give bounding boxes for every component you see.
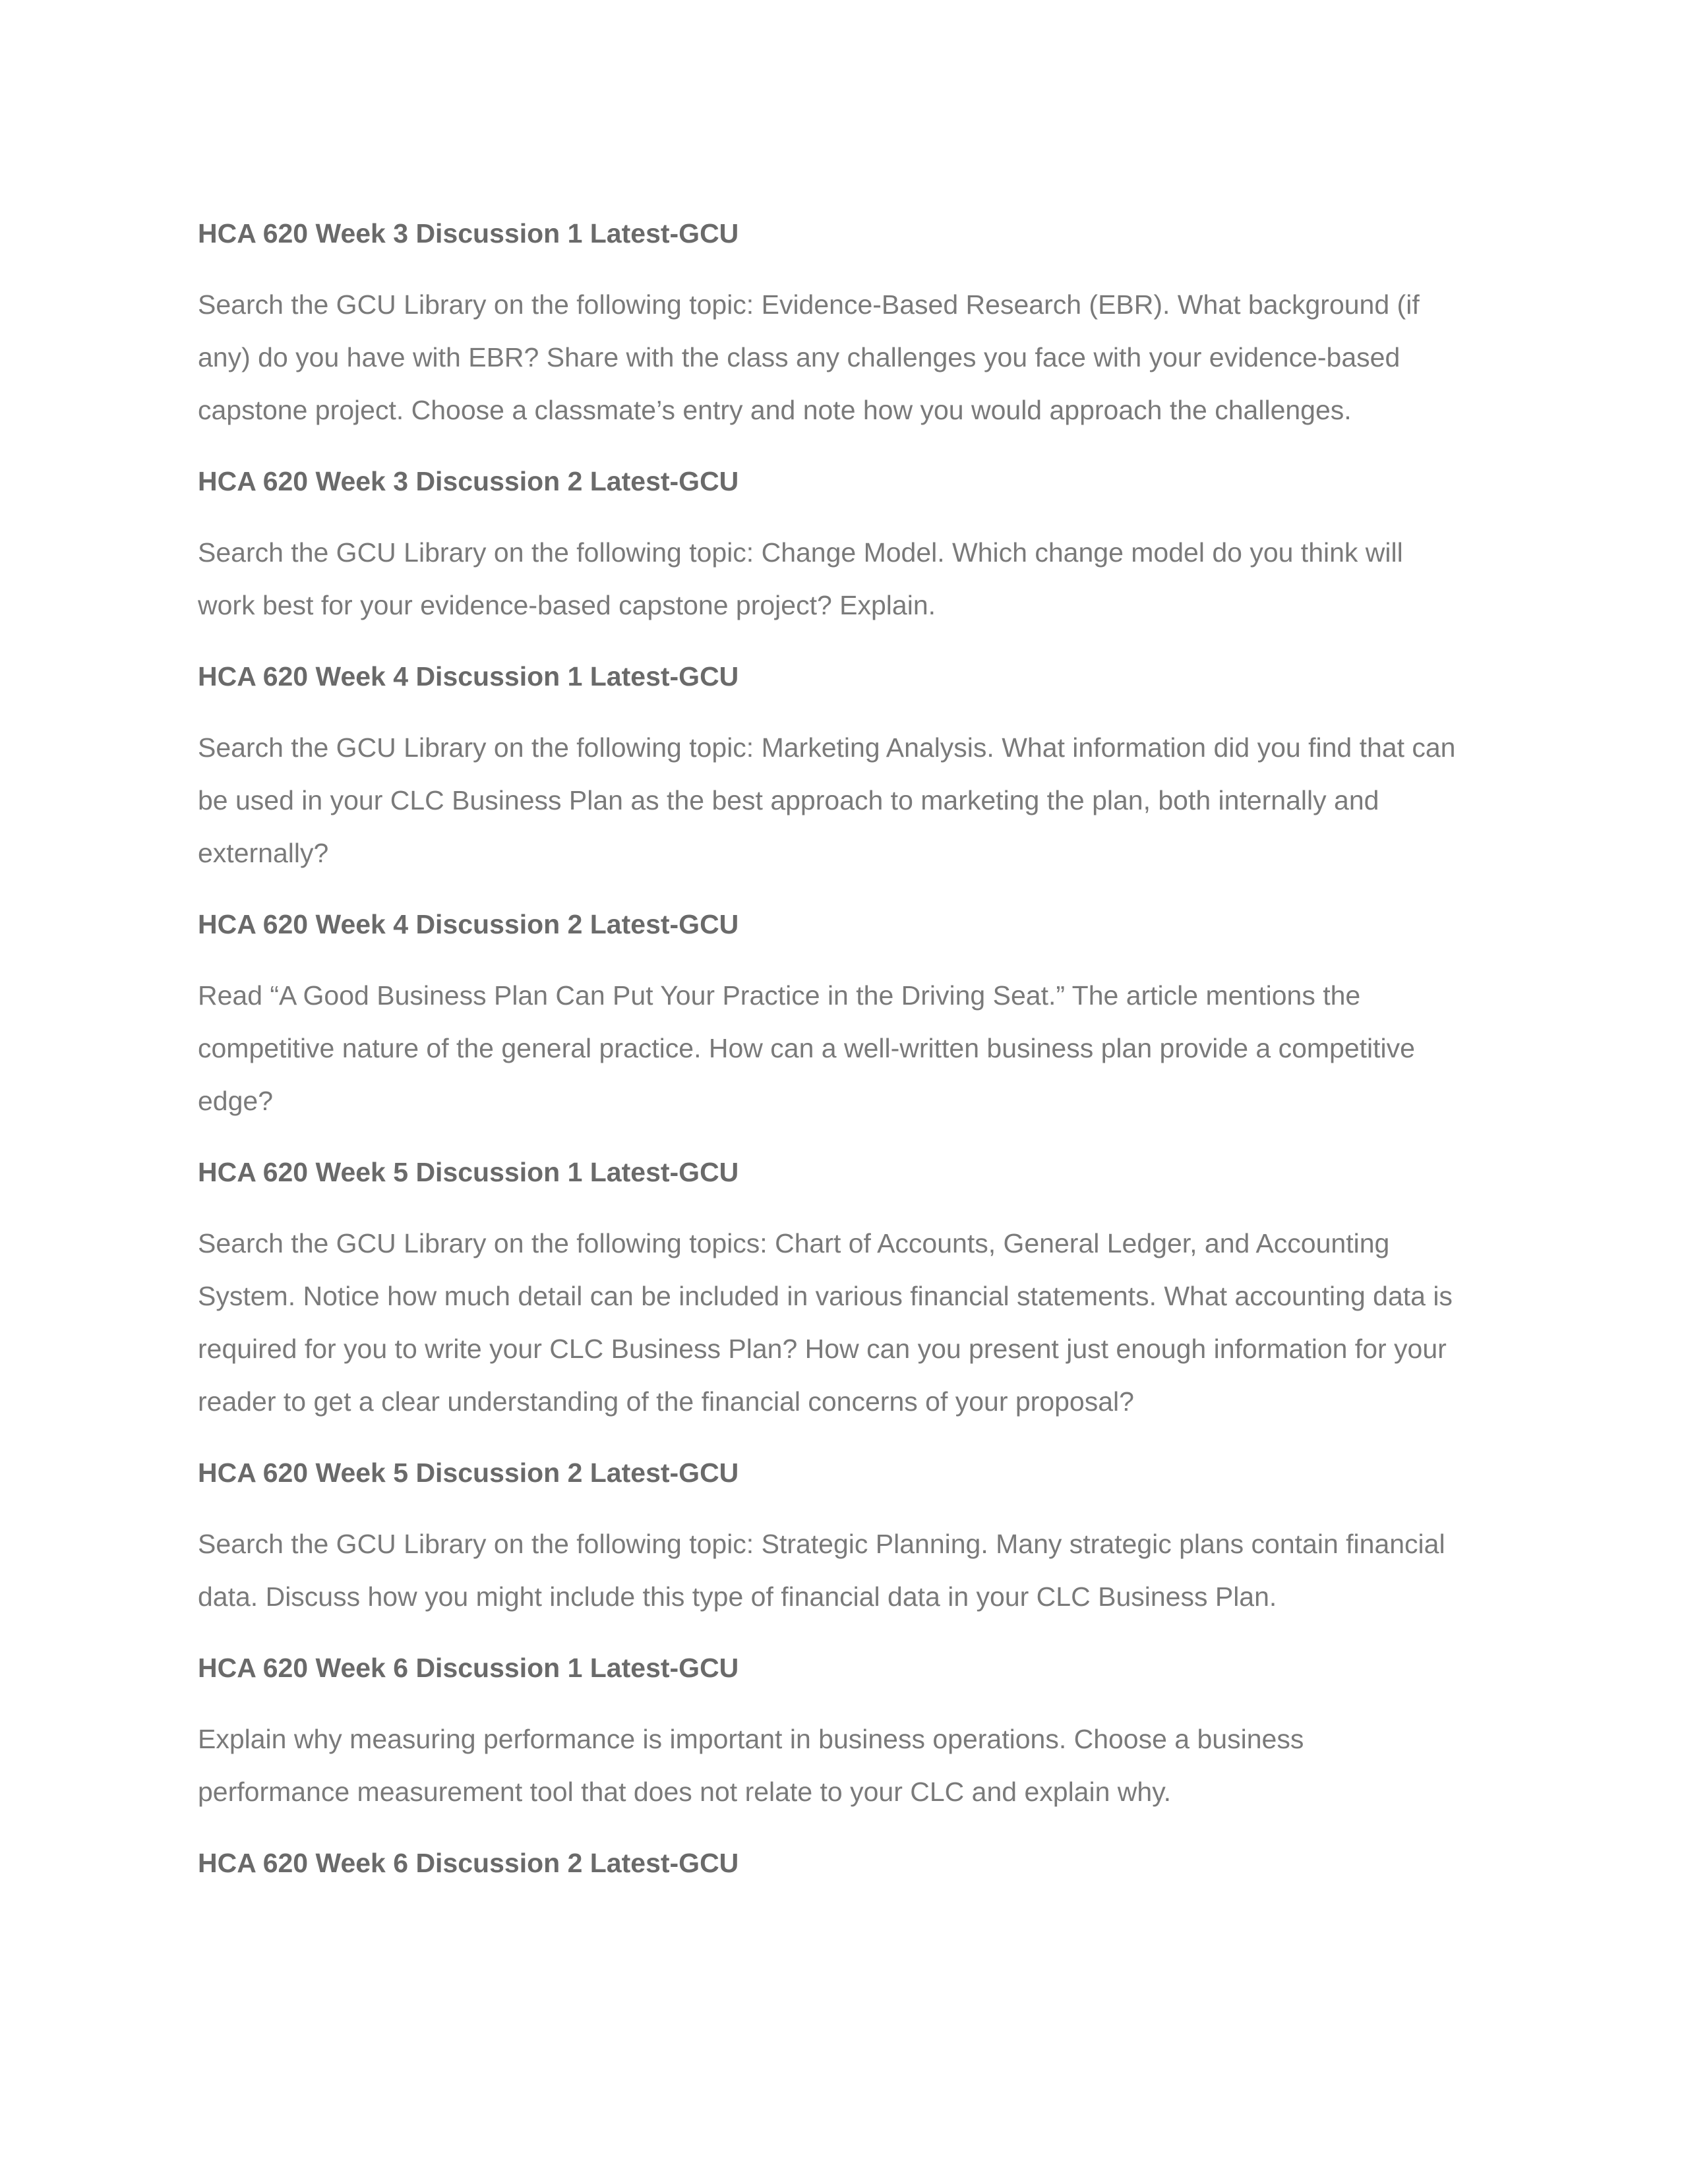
paragraph-line: Search the GCU Library on the following topic: Strategic Planning. Many strategic plans contain financial <box>198 1529 1445 1559</box>
section-paragraph <box>198 969 1490 1127</box>
section <box>198 218 1490 436</box>
section-heading: HCA 620 Week 4 Discussion 1 Latest-GCU <box>198 661 739 692</box>
paragraph-line: work best for your evidence-based capstone project? Explain. <box>198 590 936 620</box>
paragraph-line: Search the GCU Library on the following topic: Marketing Analysis. What information did you find that can <box>198 732 1456 763</box>
section-heading: HCA 620 Week 5 Discussion 2 Latest-GCU <box>198 1458 739 1488</box>
paragraph-line: Search the GCU Library on the following topic: Evidence-Based Research (EBR). What background (if <box>198 289 1420 320</box>
section-heading: HCA 620 Week 3 Discussion 1 Latest-GCU <box>198 218 739 249</box>
section-paragraph <box>198 278 1490 436</box>
section-heading: HCA 620 Week 3 Discussion 2 Latest-GCU <box>198 466 739 496</box>
section-heading: HCA 620 Week 5 Discussion 1 Latest-GCU <box>198 1157 739 1187</box>
section-paragraph <box>198 526 1490 632</box>
paragraph-line: data. Discuss how you might include this type of financial data in your CLC Business Plan. <box>198 1581 1277 1612</box>
section <box>198 1847 1490 1879</box>
paragraph-line: Read “A Good Business Plan Can Put Your Practice in the Driving Seat.” The article mentions the <box>198 980 1361 1011</box>
paragraph-line: reader to get a clear understanding of the financial concerns of your proposal? <box>198 1386 1134 1417</box>
paragraph-line: competitive nature of the general practice. How can a well-written business plan provide a competitive <box>198 1033 1415 1063</box>
section-paragraph <box>198 1713 1490 1818</box>
paragraph-line: capstone project. Choose a classmate’s entry and note how you would approach the challenges. <box>198 395 1352 425</box>
section-paragraph <box>198 1217 1490 1428</box>
section <box>198 1457 1490 1623</box>
paragraph-line: required for you to write your CLC Business Plan? How can you present just enough information for your <box>198 1334 1447 1364</box>
section <box>198 1652 1490 1818</box>
paragraph-line: any) do you have with EBR? Share with the class any challenges you face with your evidence-based <box>198 342 1401 372</box>
section <box>198 661 1490 879</box>
paragraph-line: Explain why measuring performance is important in business operations. Choose a business <box>198 1724 1304 1754</box>
section <box>198 908 1490 1127</box>
paragraph-line: Search the GCU Library on the following topics: Chart of Accounts, General Ledger, and Accounting <box>198 1228 1390 1258</box>
section-heading: HCA 620 Week 6 Discussion 1 Latest-GCU <box>198 1653 739 1683</box>
document-body <box>198 218 1490 1918</box>
section-heading: HCA 620 Week 6 Discussion 2 Latest-GCU <box>198 1848 739 1878</box>
paragraph-line: edge? <box>198 1086 274 1116</box>
paragraph-line: performance measurement tool that does not relate to your CLC and explain why. <box>198 1777 1172 1807</box>
section <box>198 465 1490 632</box>
section-paragraph <box>198 1518 1490 1623</box>
paragraph-line: be used in your CLC Business Plan as the best approach to marketing the plan, both internally and <box>198 785 1379 815</box>
paragraph-line: Search the GCU Library on the following topic: Change Model. Which change model do you think will <box>198 537 1403 568</box>
paragraph-line: externally? <box>198 838 329 868</box>
section-paragraph <box>198 721 1490 879</box>
section <box>198 1156 1490 1428</box>
section-heading: HCA 620 Week 4 Discussion 2 Latest-GCU <box>198 909 739 939</box>
paragraph-line: System. Notice how much detail can be included in various financial statements. What accounting data is <box>198 1281 1453 1311</box>
